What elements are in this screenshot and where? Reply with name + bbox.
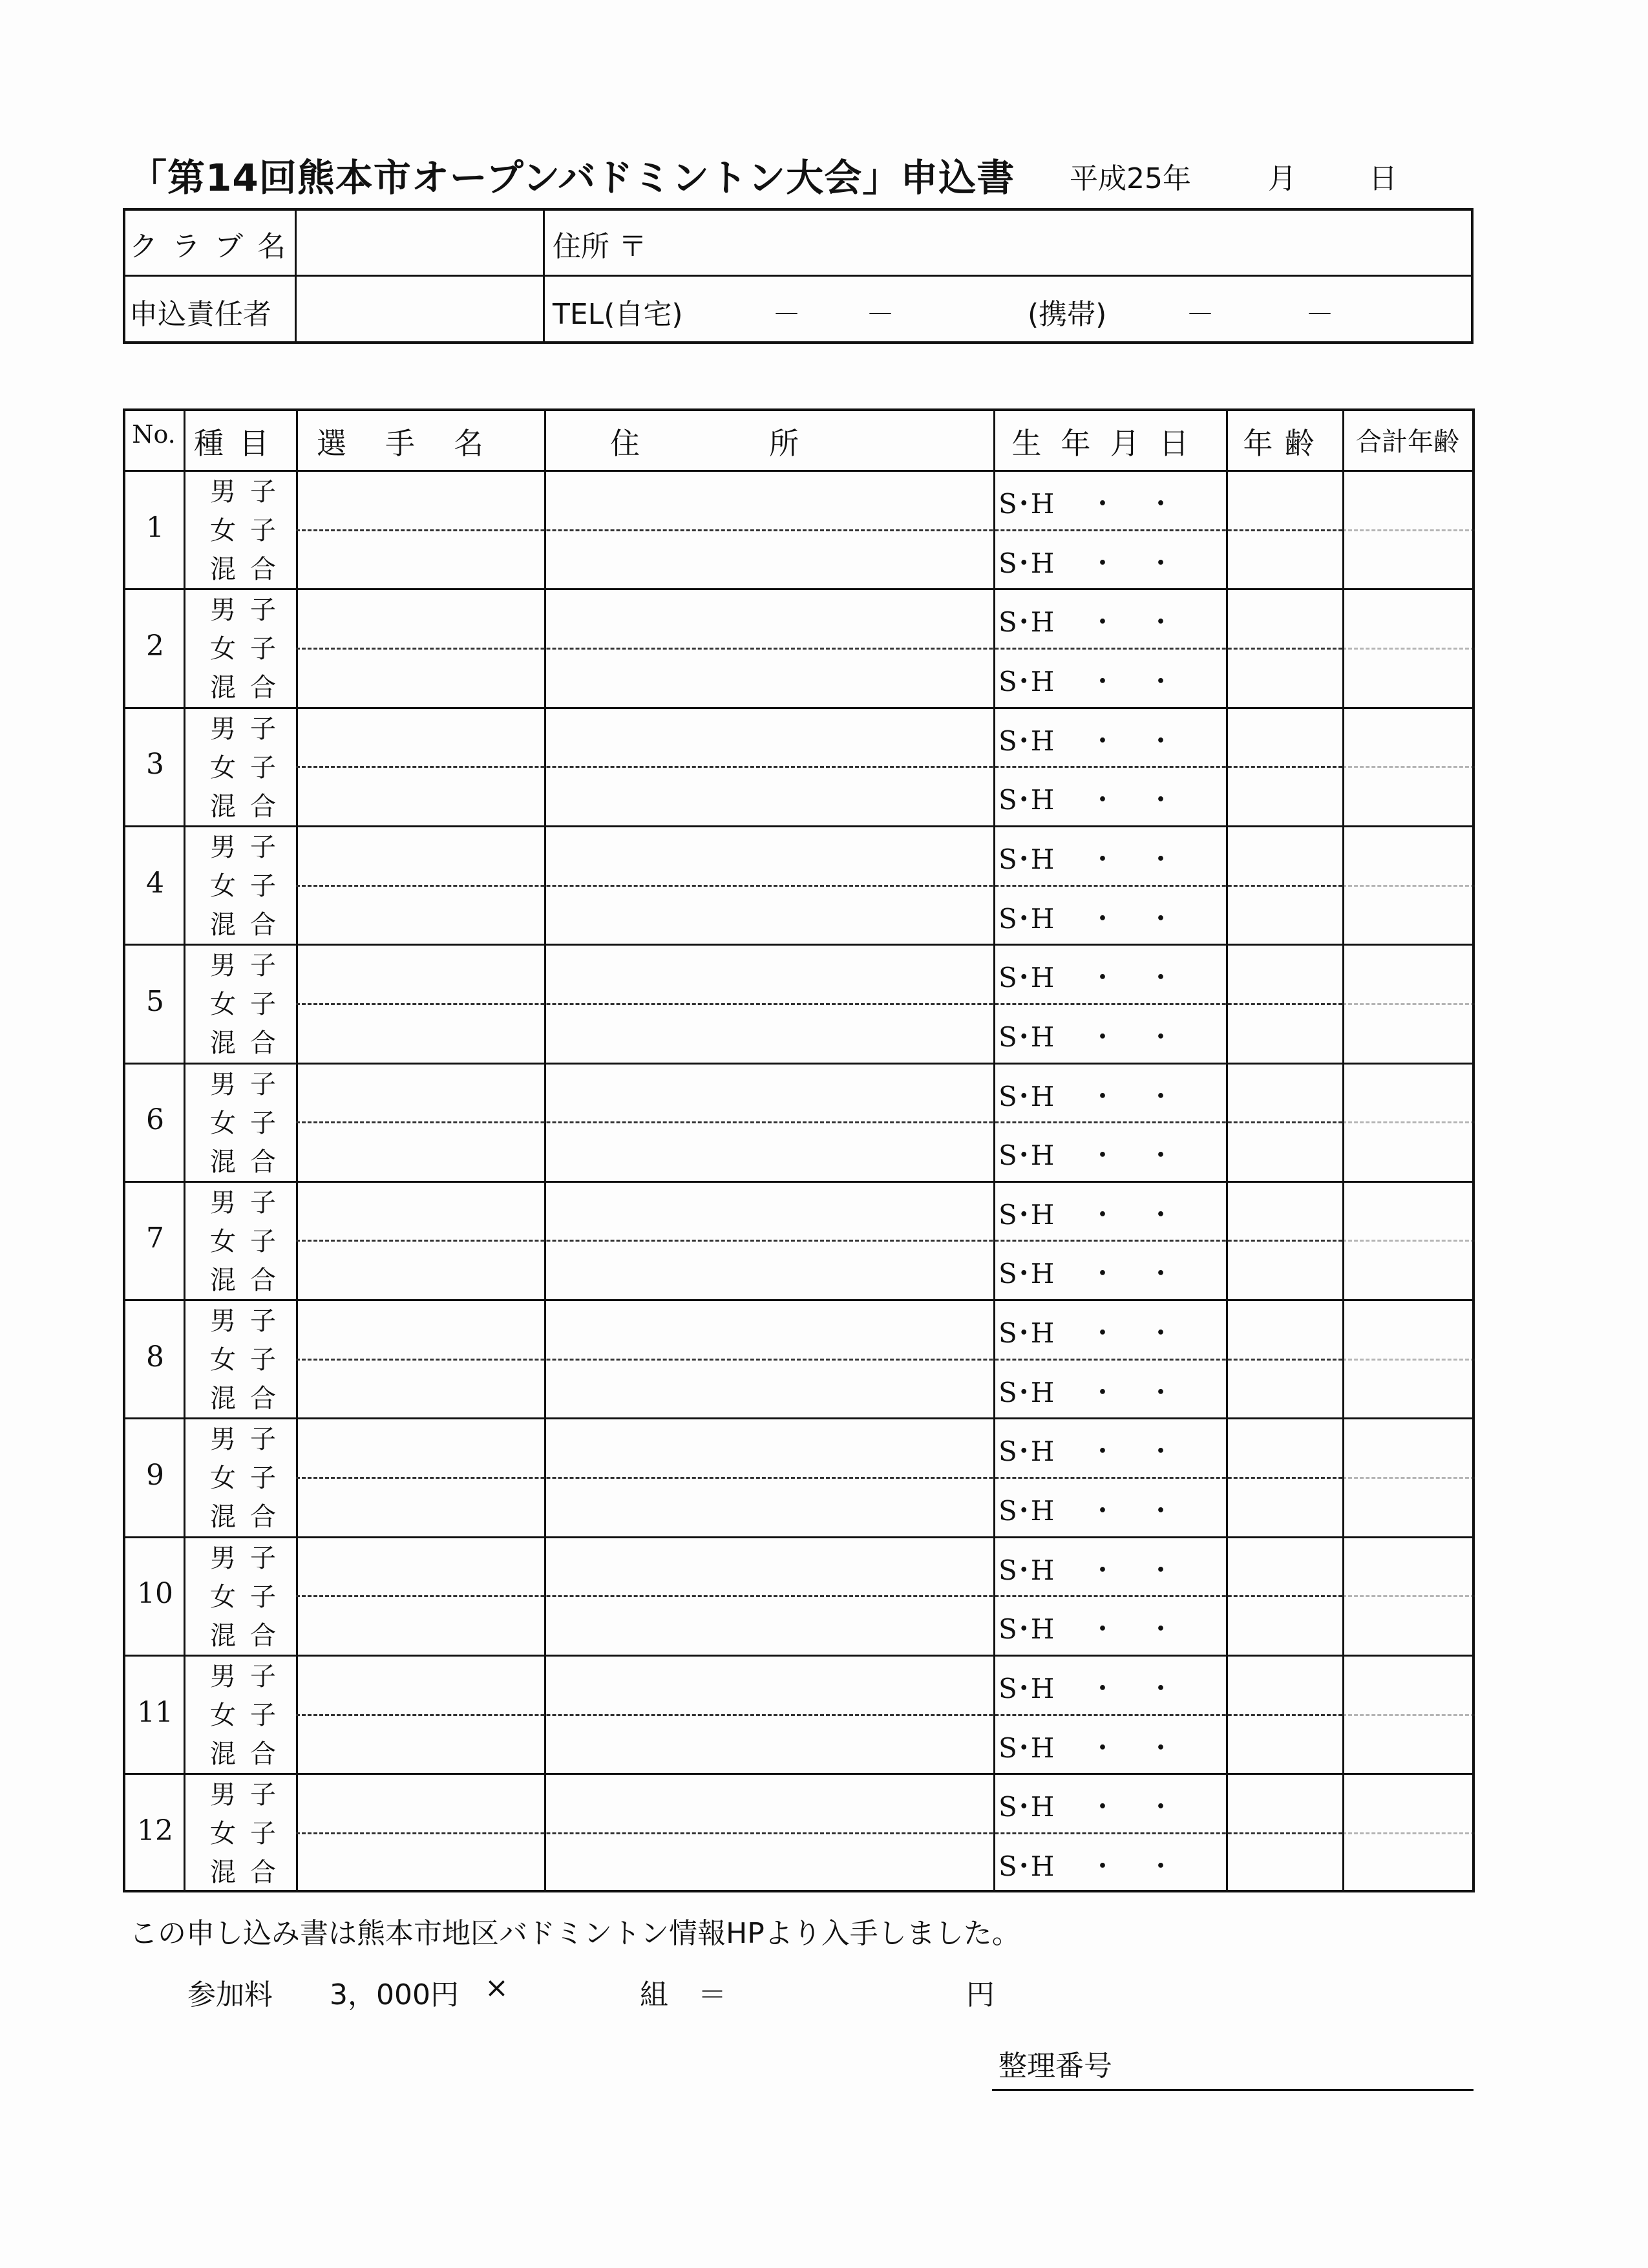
birth-separator-dot: ・ xyxy=(1089,665,1117,697)
birth-separator-dot: ・ xyxy=(1089,1198,1117,1231)
row-mid-dashed-line xyxy=(296,648,1342,650)
total-age-field[interactable] xyxy=(1345,1302,1472,1415)
birth-separator-dot: ・ xyxy=(1089,1673,1117,1704)
birth-separator-dot: ・ xyxy=(1089,1613,1117,1646)
row-mid-dashed-line xyxy=(296,529,1342,531)
player-name-field[interactable] xyxy=(299,1539,542,1593)
player-name-field[interactable] xyxy=(299,532,542,586)
birth-separator-dot: ・ xyxy=(1089,1258,1117,1290)
birth-era-prefix: S･H xyxy=(998,1732,1055,1764)
player-address-field[interactable] xyxy=(547,1242,991,1297)
total-age-field[interactable] xyxy=(1345,1420,1472,1533)
birth-era-prefix: S･H xyxy=(998,962,1055,994)
event-option-2[interactable]: 女子 xyxy=(210,634,290,664)
age-field[interactable] xyxy=(1229,1183,1340,1238)
header-player-name: 選手名 xyxy=(317,426,522,461)
birthdate-field[interactable] xyxy=(996,1717,1223,1771)
birthdate-field[interactable] xyxy=(996,650,1223,705)
age-field[interactable] xyxy=(1229,1006,1340,1060)
event-option-2[interactable]: 女子 xyxy=(210,1345,290,1375)
birth-separator-dot: ・ xyxy=(1147,547,1175,579)
age-field[interactable] xyxy=(1229,1539,1340,1593)
total-age-field[interactable] xyxy=(1345,1183,1472,1297)
player-name-field[interactable] xyxy=(299,1717,542,1771)
age-field[interactable] xyxy=(1229,650,1340,705)
row-number: 7 xyxy=(146,1222,164,1255)
total-age-field[interactable] xyxy=(1345,828,1472,941)
birthdate-field[interactable] xyxy=(996,472,1223,527)
event-option-1[interactable]: 男子 xyxy=(210,832,290,862)
birth-separator-dot: ・ xyxy=(1089,1080,1117,1112)
birth-separator-dot: ・ xyxy=(1147,1198,1175,1231)
event-option-3[interactable]: 混合 xyxy=(210,1858,290,1888)
event-option-3[interactable]: 混合 xyxy=(210,1620,290,1651)
event-option-3[interactable]: 混合 xyxy=(210,909,290,940)
age-field[interactable] xyxy=(1229,828,1340,882)
row-divider xyxy=(123,1417,1475,1419)
birth-era-prefix: S･H xyxy=(998,488,1055,520)
birth-era-prefix: S･H xyxy=(998,1021,1055,1053)
birth-separator-dot: ・ xyxy=(1147,606,1175,639)
row-number: 10 xyxy=(137,1577,173,1611)
player-address-field[interactable] xyxy=(547,1775,991,1830)
fee-label: 参加料 xyxy=(187,1978,273,2011)
birth-separator-dot: ・ xyxy=(1147,962,1175,994)
age-field[interactable] xyxy=(1229,946,1340,1001)
group-count-field[interactable] xyxy=(530,1965,633,2004)
player-address-field[interactable] xyxy=(547,1539,991,1593)
club-address-field[interactable] xyxy=(685,212,1467,273)
fee-amount: 3，000円 xyxy=(330,1978,459,2011)
birthdate-field[interactable] xyxy=(996,1302,1223,1356)
applicant-field[interactable] xyxy=(299,279,539,340)
row-mid-dashed-line xyxy=(296,1595,1342,1597)
birth-era-prefix: S･H xyxy=(998,843,1055,875)
player-name-field[interactable] xyxy=(299,1420,542,1474)
total-age-field[interactable] xyxy=(1345,946,1472,1059)
birth-separator-dot: ・ xyxy=(1089,1436,1117,1468)
club-name-field[interactable] xyxy=(299,212,539,273)
row-number: 6 xyxy=(146,1103,164,1137)
age-field[interactable] xyxy=(1229,1598,1340,1652)
tel-home-label: TEL(自宅) xyxy=(553,298,683,331)
birth-separator-dot: ・ xyxy=(1089,606,1117,639)
birth-separator-dot: ・ xyxy=(1147,1613,1175,1646)
row-number: 8 xyxy=(146,1340,164,1373)
birthdate-field[interactable] xyxy=(996,710,1223,764)
birth-separator-dot: ・ xyxy=(1089,843,1117,875)
event-option-2[interactable]: 女子 xyxy=(210,1226,290,1256)
birth-separator-dot: ・ xyxy=(1089,1495,1117,1527)
total-age-field[interactable] xyxy=(1345,1539,1472,1652)
age-field[interactable] xyxy=(1229,591,1340,645)
age-field[interactable] xyxy=(1229,1657,1340,1712)
age-field[interactable] xyxy=(1229,710,1340,764)
row-divider xyxy=(123,1181,1475,1183)
birth-era-prefix: S･H xyxy=(998,1850,1055,1882)
date-day-label: 日 xyxy=(1369,162,1397,195)
birth-era-prefix: S･H xyxy=(998,1198,1055,1231)
row-divider xyxy=(123,707,1475,709)
birth-separator-dot: ・ xyxy=(1147,784,1175,816)
birth-era-prefix: S･H xyxy=(998,1258,1055,1290)
birth-separator-dot: ・ xyxy=(1147,1021,1175,1053)
player-name-field[interactable] xyxy=(299,591,542,645)
event-option-2[interactable]: 女子 xyxy=(210,516,290,546)
row-divider xyxy=(123,588,1475,590)
event-option-3[interactable]: 混合 xyxy=(210,1147,290,1177)
age-field[interactable] xyxy=(1229,1717,1340,1771)
player-address-field[interactable] xyxy=(547,946,991,1001)
birthdate-field[interactable] xyxy=(996,1657,1223,1712)
birth-separator-dot: ・ xyxy=(1089,962,1117,994)
birth-separator-dot: ・ xyxy=(1147,1317,1175,1350)
birth-separator-dot: ・ xyxy=(1147,1436,1175,1468)
player-name-field[interactable] xyxy=(299,1775,542,1830)
row-mid-dashed-line xyxy=(296,1003,1342,1005)
birth-separator-dot: ・ xyxy=(1089,1732,1117,1764)
event-option-2[interactable]: 女子 xyxy=(210,871,290,901)
player-name-field[interactable] xyxy=(299,472,542,527)
player-name-field[interactable] xyxy=(299,1183,542,1238)
header-age: 年齢 xyxy=(1243,426,1326,461)
total-age-field[interactable] xyxy=(1345,1657,1472,1770)
row-mid-dashed-line xyxy=(296,1714,1342,1716)
player-name-field[interactable] xyxy=(299,1065,542,1119)
event-option-3[interactable]: 混合 xyxy=(210,1028,290,1059)
applicant-label: 申込責任者 xyxy=(129,298,271,331)
date-era: 平成25年 xyxy=(1070,162,1191,195)
event-option-1[interactable]: 男子 xyxy=(210,1425,290,1455)
event-option-2[interactable]: 女子 xyxy=(210,990,290,1020)
birthdate-field[interactable] xyxy=(996,1420,1223,1474)
birth-era-prefix: S･H xyxy=(998,606,1055,639)
birth-separator-dot: ・ xyxy=(1089,488,1117,520)
event-option-3[interactable]: 混合 xyxy=(210,1502,290,1532)
row-number: 9 xyxy=(146,1459,164,1492)
fee-times: × xyxy=(485,1971,509,2004)
age-field[interactable] xyxy=(1229,1775,1340,1830)
row-mid-dashed-line xyxy=(296,885,1342,887)
column-line-6 xyxy=(1342,408,1344,1892)
total-age-field[interactable] xyxy=(1345,472,1472,586)
player-name-field[interactable] xyxy=(299,1657,542,1712)
birthdate-field[interactable] xyxy=(996,591,1223,645)
birthdate-field[interactable] xyxy=(996,828,1223,882)
birthdate-field[interactable] xyxy=(996,1065,1223,1119)
player-address-field[interactable] xyxy=(547,591,991,645)
row-number: 2 xyxy=(146,629,164,662)
club-info-divider xyxy=(123,275,1474,277)
player-address-field[interactable] xyxy=(547,1479,991,1534)
event-option-2[interactable]: 女子 xyxy=(210,1701,290,1730)
player-address-field[interactable] xyxy=(547,887,991,942)
age-field[interactable] xyxy=(1229,1302,1340,1356)
row-divider xyxy=(123,1063,1475,1065)
birth-separator-dot: ・ xyxy=(1089,902,1117,935)
tel-home-dash-2: － xyxy=(866,298,894,331)
birthdate-field[interactable] xyxy=(996,1539,1223,1593)
birth-separator-dot: ・ xyxy=(1147,665,1175,697)
birth-era-prefix: S･H xyxy=(998,1139,1055,1172)
row-number: 4 xyxy=(146,866,164,900)
row-divider xyxy=(123,1655,1475,1657)
age-field[interactable] xyxy=(1229,1242,1340,1297)
player-name-field[interactable] xyxy=(299,1302,542,1356)
birthdate-field[interactable] xyxy=(996,1479,1223,1534)
birth-separator-dot: ・ xyxy=(1147,843,1175,875)
row-number: 5 xyxy=(146,984,164,1018)
event-option-3[interactable]: 混合 xyxy=(210,555,290,584)
player-name-field[interactable] xyxy=(299,650,542,705)
birthdate-field[interactable] xyxy=(996,1775,1223,1830)
birth-separator-dot: ・ xyxy=(1147,1791,1175,1823)
birth-era-prefix: S･H xyxy=(998,1080,1055,1112)
birth-separator-dot: ・ xyxy=(1147,1673,1175,1704)
birth-separator-dot: ・ xyxy=(1089,1317,1117,1350)
birthdate-field[interactable] xyxy=(996,1183,1223,1238)
birth-separator-dot: ・ xyxy=(1147,1732,1175,1764)
player-address-field[interactable] xyxy=(547,710,991,764)
birth-separator-dot: ・ xyxy=(1089,1376,1117,1408)
birth-separator-dot: ・ xyxy=(1089,1139,1117,1172)
total-age-field[interactable] xyxy=(1345,1065,1472,1178)
header-total-age: 合計年齢 xyxy=(1356,427,1459,457)
player-name-field[interactable] xyxy=(299,1242,542,1297)
event-option-1[interactable]: 男子 xyxy=(210,477,290,507)
birthdate-field[interactable] xyxy=(996,1598,1223,1652)
mobile-label: (携帯) xyxy=(1028,298,1107,331)
row-divider xyxy=(123,1773,1475,1775)
player-name-field[interactable] xyxy=(299,768,542,823)
birth-era-prefix: S･H xyxy=(998,1673,1055,1704)
age-field[interactable] xyxy=(1229,887,1340,942)
birth-separator-dot: ・ xyxy=(1089,784,1117,816)
player-name-field[interactable] xyxy=(299,1479,542,1534)
row-divider xyxy=(123,825,1475,827)
player-address-field[interactable] xyxy=(547,1065,991,1119)
birth-separator-dot: ・ xyxy=(1089,1554,1117,1586)
row-mid-dashed-line xyxy=(296,1477,1342,1479)
birth-separator-dot: ・ xyxy=(1147,1376,1175,1408)
player-address-field[interactable] xyxy=(547,828,991,882)
event-option-1[interactable]: 男子 xyxy=(210,1306,290,1337)
player-address-field[interactable] xyxy=(547,1717,991,1771)
column-line-5 xyxy=(1226,408,1228,1892)
birth-era-prefix: S･H xyxy=(998,1791,1055,1823)
fee-equals: ＝ xyxy=(698,1978,726,2011)
player-address-field[interactable] xyxy=(547,1835,991,1889)
header-no: No. xyxy=(132,420,176,449)
age-field[interactable] xyxy=(1229,1420,1340,1474)
header-event: 種目 xyxy=(194,426,284,461)
event-option-3[interactable]: 混合 xyxy=(210,1739,290,1769)
player-address-field[interactable] xyxy=(547,1006,991,1060)
birthdate-field[interactable] xyxy=(996,946,1223,1001)
player-address-field[interactable] xyxy=(547,532,991,586)
event-option-1[interactable]: 男子 xyxy=(210,1069,290,1099)
player-address-field[interactable] xyxy=(547,1420,991,1474)
row-divider xyxy=(123,1299,1475,1301)
player-address-field[interactable] xyxy=(547,472,991,527)
mobile-dash-2: － xyxy=(1305,298,1334,331)
age-field[interactable] xyxy=(1229,532,1340,586)
age-field[interactable] xyxy=(1229,768,1340,823)
row-mid-dashed-line xyxy=(296,766,1342,768)
player-name-field[interactable] xyxy=(299,1361,542,1415)
fee-group-label: 組 xyxy=(640,1978,668,2011)
row-mid-dashed-line xyxy=(296,1240,1342,1242)
row-mid-dashed-line xyxy=(296,1121,1342,1123)
birth-separator-dot: ・ xyxy=(1147,725,1175,757)
row-divider xyxy=(123,1536,1475,1538)
birth-separator-dot: ・ xyxy=(1147,1850,1175,1882)
player-address-field[interactable] xyxy=(547,1361,991,1415)
fee-total-field[interactable] xyxy=(750,1965,956,2004)
player-name-field[interactable] xyxy=(299,887,542,942)
event-option-3[interactable]: 混合 xyxy=(210,1265,290,1295)
player-address-field[interactable] xyxy=(547,1302,991,1356)
row-number: 11 xyxy=(137,1695,173,1729)
birthdate-field[interactable] xyxy=(996,887,1223,942)
birth-era-prefix: S･H xyxy=(998,665,1055,697)
event-option-2[interactable]: 女子 xyxy=(210,1819,290,1849)
birth-separator-dot: ・ xyxy=(1147,488,1175,520)
player-name-field[interactable] xyxy=(299,1124,542,1178)
age-field[interactable] xyxy=(1229,472,1340,527)
birth-era-prefix: S･H xyxy=(998,1495,1055,1527)
date-month-label: 月 xyxy=(1268,162,1296,195)
player-name-field[interactable] xyxy=(299,1835,542,1889)
age-field[interactable] xyxy=(1229,1361,1340,1415)
event-option-2[interactable]: 女子 xyxy=(210,1582,290,1612)
row-mid-dashed-line xyxy=(296,1832,1342,1834)
birth-separator-dot: ・ xyxy=(1147,1080,1175,1112)
event-option-3[interactable]: 混合 xyxy=(210,1384,290,1414)
total-age-field[interactable] xyxy=(1345,591,1472,704)
birth-era-prefix: S･H xyxy=(998,1554,1055,1586)
birth-separator-dot: ・ xyxy=(1147,1258,1175,1290)
player-address-field[interactable] xyxy=(547,1598,991,1652)
header-divider xyxy=(123,470,1475,472)
event-option-3[interactable]: 混合 xyxy=(210,791,290,821)
birth-separator-dot: ・ xyxy=(1089,725,1117,757)
event-option-3[interactable]: 混合 xyxy=(210,673,290,703)
event-option-1[interactable]: 男子 xyxy=(210,595,290,626)
birth-era-prefix: S･H xyxy=(998,1317,1055,1350)
event-option-1[interactable]: 男子 xyxy=(210,1187,290,1218)
birth-separator-dot: ・ xyxy=(1089,547,1117,579)
row-number: 12 xyxy=(137,1814,173,1847)
serial-number-label: 整理番号 xyxy=(998,2050,1112,2083)
player-name-field[interactable] xyxy=(299,946,542,1001)
birth-separator-dot: ・ xyxy=(1089,1791,1117,1823)
event-option-1[interactable]: 男子 xyxy=(210,951,290,981)
tel-home-dash-1: － xyxy=(772,298,801,331)
event-option-2[interactable]: 女子 xyxy=(210,752,290,783)
age-field[interactable] xyxy=(1229,1479,1340,1534)
club-info-col-2 xyxy=(543,208,545,344)
birth-era-prefix: S･H xyxy=(998,902,1055,935)
player-name-field[interactable] xyxy=(299,828,542,882)
club-name-label: クラブ名 xyxy=(129,230,300,263)
player-address-field[interactable] xyxy=(547,1657,991,1712)
birthdate-field[interactable] xyxy=(996,768,1223,823)
header-birthdate: 生年月日 xyxy=(1011,426,1209,461)
birth-era-prefix: S･H xyxy=(998,547,1055,579)
header-address: 住所 xyxy=(610,426,928,461)
row-number: 1 xyxy=(146,511,164,544)
age-field[interactable] xyxy=(1229,1835,1340,1889)
player-address-field[interactable] xyxy=(547,1124,991,1178)
birthdate-field[interactable] xyxy=(996,1124,1223,1178)
birth-separator-dot: ・ xyxy=(1147,1554,1175,1586)
birth-separator-dot: ・ xyxy=(1147,902,1175,935)
birth-era-prefix: S･H xyxy=(998,1376,1055,1408)
form-title: 「第14回熊本市オープンバドミントン大会」申込書 xyxy=(129,156,1015,200)
birthdate-field[interactable] xyxy=(996,532,1223,586)
event-option-1[interactable]: 男子 xyxy=(210,1780,290,1810)
player-address-field[interactable] xyxy=(547,768,991,823)
age-field[interactable] xyxy=(1229,1124,1340,1178)
birthdate-field[interactable] xyxy=(996,1835,1223,1889)
player-name-field[interactable] xyxy=(299,710,542,764)
birth-separator-dot: ・ xyxy=(1147,1139,1175,1172)
birth-separator-dot: ・ xyxy=(1089,1850,1117,1882)
birth-separator-dot: ・ xyxy=(1089,1021,1117,1053)
column-line-3 xyxy=(544,408,546,1892)
birthdate-field[interactable] xyxy=(996,1361,1223,1415)
row-number: 3 xyxy=(146,748,164,781)
birth-era-prefix: S･H xyxy=(998,725,1055,757)
event-option-1[interactable]: 男子 xyxy=(210,1662,290,1691)
mobile-dash-1: － xyxy=(1186,298,1214,331)
address-label: 住所 〒 xyxy=(553,230,647,263)
event-option-2[interactable]: 女子 xyxy=(210,1463,290,1494)
row-divider xyxy=(123,944,1475,946)
player-address-field[interactable] xyxy=(547,650,991,705)
column-line-4 xyxy=(993,408,995,1892)
age-field[interactable] xyxy=(1229,1065,1340,1119)
player-name-field[interactable] xyxy=(299,1598,542,1652)
event-option-1[interactable]: 男子 xyxy=(210,714,290,744)
source-note: この申し込み書は熊本市地区バドミントン情報HPより入手しました。 xyxy=(129,1917,1020,1950)
birth-separator-dot: ・ xyxy=(1147,1495,1175,1527)
birth-era-prefix: S･H xyxy=(998,1613,1055,1646)
event-option-1[interactable]: 男子 xyxy=(210,1543,290,1573)
total-age-field[interactable] xyxy=(1345,710,1472,823)
serial-number-line xyxy=(992,2089,1474,2091)
total-age-field[interactable] xyxy=(1345,1775,1472,1889)
birth-era-prefix: S･H xyxy=(998,1436,1055,1468)
player-name-field[interactable] xyxy=(299,1006,542,1060)
player-address-field[interactable] xyxy=(547,1183,991,1238)
event-option-2[interactable]: 女子 xyxy=(210,1108,290,1138)
birth-era-prefix: S･H xyxy=(998,784,1055,816)
fee-currency: 円 xyxy=(966,1978,995,2011)
birthdate-field[interactable] xyxy=(996,1006,1223,1060)
row-mid-dashed-line xyxy=(296,1359,1342,1361)
birthdate-field[interactable] xyxy=(996,1242,1223,1297)
